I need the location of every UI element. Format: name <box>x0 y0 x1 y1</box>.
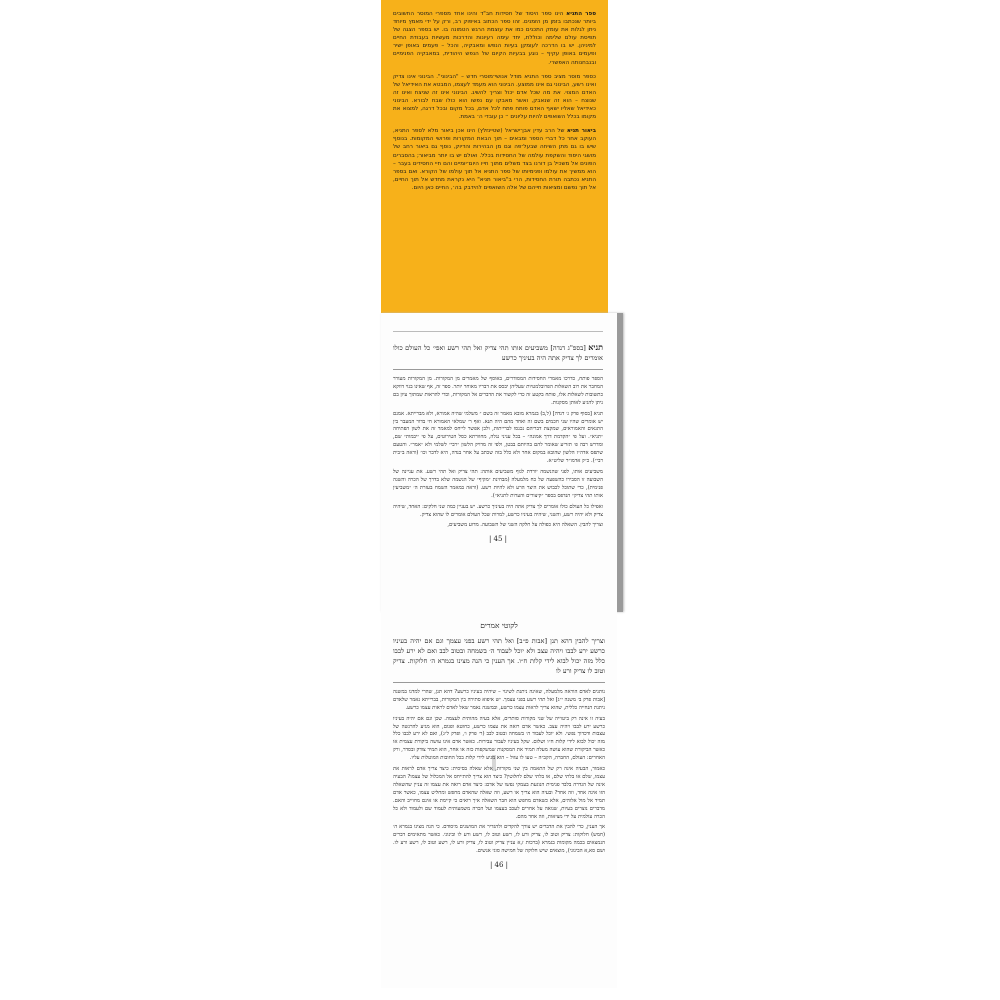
blurb-text: של הרב עדין אבן־ישראל (שטיינזלץ) הינו אכן ביאור מלא לספר התניא, העוקב אחר כל דברי הספר ומבאים – תוך הבאת המקורות ופרושי המקומות. בנוסף שיש בו גם מתן השיחה שבעל־פה וגם מן הבהירות והדיוק, נוסף גם ביאור רחב של מושגי היסוד והשקפת עולמה של החסידות בכלל. ואולם יש בו יותר מביאור; בהסברים הפונים אל משכיל בן דורנו בצד משלים מתוך חייו היום־יומיים והם חיי החסידים בעבר – הוא ממשיך את עולמו ופנימיותו של ספר התניא אל תוך עולמו של הקורא. ואם בספר התניא נכתבה תורת החסידות, הרי ב"ביאור תניא" היא נקראת מחדש אל תוך החיים, אל תוך נפשם ומציאות חייהם של אלה השואפים להידבק בה׳, החיים כאן היום. <box>393 128 596 191</box>
lead-title: תניא <box>588 342 603 352</box>
header-rule <box>393 331 603 332</box>
commentary-paragraph: הספר פותח, כדרכו מאמרי החסידות המסודרים, באוסף של מאמרים מן המקורות. מן המקורות מעורר המחבר את רוב השאלות הפרובלמטיות שעליהן יבסס את דבריו מאוחר יותר. ספר זה, אף שאינו בנוי דווקא כתשובות לשאלות אלו, פותח בקטע זה כדי לקשור את הדברים אל המקורות, וכדי להראות שמתוך עיון בם ניתן להגיע לאותן מסקנות. <box>393 376 603 406</box>
commentary-body <box>393 689 605 856</box>
commentary-paragraph: וצריך להבין. השאלה היא כפולה על חלקה השני של השבועה. מדוע משביעים, <box>447 522 603 529</box>
blurb-text: כספר מוסר מציב ספר התניא מודל אנושי־מוסרי חדש – "הבינוני". הבינוני אינו צדיק ואינו רשע, הבינוני גם אינו ממוצע. הבינוני הוא מעמד לעצמו, המבטא את האידיאל של האדם המצוי. את מה שכל אדם יכול וצריך להשיג. הבינוני אינו זה שניצח ואינו זה שנוצח – הוא זה שנאבק, ואשר מאבקו עם נפשו הוא כולו שבח לבורא. הבינוני כאידיאל שאליו ישאף האדם פותח פתח לכל אדם, בכל מקום ובכל דרגה, למצוא את מקומו בכלל השואפים להיות עליונים ״ כן עובדי ה׳ באמת. <box>393 73 596 121</box>
page-number: | 45 | <box>488 535 508 544</box>
lead-text: [בספ"ג דנדה] משביעים אותו תהי צדיק ואל תהי רשע ואפי׳ כל העולם כולו אומרים לך צדיק אתה היה בעיניך כרשע <box>393 344 603 362</box>
back-cover-blurb-panel <box>381 0 608 313</box>
page-number: | 46 | <box>489 861 509 870</box>
scan-mark <box>492 755 496 771</box>
blurb-paragraph <box>393 73 596 122</box>
commentary-paragraph: כאמור, הבעיה אינה רק של התאמה בין שני מקורות, אלא שאלה בסיסית: כיצד צריך אדם לראות את עצמו, שלם או בלתי שלם, או בלתי שלם לחלוטין? כיצד הוא צריך להתייחס אל המכלול של עצמו? הבעיה אינה של הגדרה בלבד פנימית הנוגעת בעמקי נפשו של אדם: כיצד אדם רואה את עצמו זה עניין שהשאלה הזו אינה אחד, וזה אחד? ובעיה הוא צריך או רשע, וזה שאלה שהאדם מחפש ומחליט עצמו, כאשר אדם תמיד אל מול אלוהים, אלא כשאדם מחפש הוא חבר השאלה איך רואים כי קיימת או אינם מחוייב והאם. מדברים נוצרים בעיות, שנואה על אחרים לעכב בעצמו ועל הכרה משמעותית לעמוד שם ולעמוד ולא כל הכרה עולמית על ידי מציאות, וזה אחד מהם. <box>393 766 605 820</box>
blurb-lead-term: ספר התניא <box>566 11 596 17</box>
commentary-paragraph: בעיה זו אינה רק ביטוייה של שני מקורות סותרים, אלא בעיה מהותית לעצמה. שכן וגם אם יהיה בעיניו כרשע ירע לבבו ויהיה עצב. כאשר אדם רואה את עצמו כרשע, כחוטא ופגום, הוא מגיע להרגשה של עצבות ודכדוך נפשי. ולא יוכל לעבוד ה׳ בשמחה ובטוב לבב (ר׳ פרק ו׳, ופרק ל״ג), ואם לא ירע לבבו כלל מזה יכול לבוא לידי קלות ח״ו ושלום. שקל בעיניו לעבור עבירות. כאשר אדם אינו עושה ביקורת עצמית או כאשר הביקורת שהוא עושה מעלה תמיד את המסקנות שמשקפות כזה או אחר, הוא תמיד צודק ובסדר, ורק האחרים: העולם, החברה, הקב״ה – טעו לו עוול – הוא מגיע לידי קלות בכל החובות המוטלות עליו. <box>393 715 605 762</box>
separator <box>393 682 605 683</box>
running-head: לקוטי אמרים <box>480 621 518 630</box>
commentary-paragraph: תניא [בסוף פרק ג׳ דנדה] (ל,ב) בגמרא מובא מאמר זה בשם ״ משלמי שהיה אמורא, ולא מברייתא. אמנם יש אומרים שהיו שני חכמים בשם זה ואחד מהם היה תנא. ואף ר׳ שמלאי האמורא חי בדור המעבר בין התנאים והאמוראים, שמקצת דבריהם נכנסו לברייתות, ולכן אפשר לייחס למאמר זה את לשון הפתיחה ״תניא״. ועל פי ״הקדמת דרך אמונה״ – בכל עניני נגלה, מחוורתא כסל הטירוטים, על פי ״יבמות״ שם, ומדרש רבה פ׳ תזריע שאומר להם בהיותם בבטן, ולפי זה מדויק הלשון ״רבי״ לשלמי ולא ״אמר״. והטעם שתפס אדה״ז הלשון שהובא במקום אחר ולא כלל בזה שכתב על אחר בנדה, היא לדבר וכו׳ (וראה ב״בית רבי״). כ״ק אדמו״ר שליט״א. <box>393 410 603 465</box>
book-page-46 <box>381 612 617 988</box>
source-text-lead <box>393 342 603 363</box>
book-page-45 <box>381 313 623 612</box>
source-text-lead <box>393 636 605 676</box>
commentary-paragraph: אך הענין, כדי להבין את הדברים יש צורך להקדים ולהגדיר את המושגים מיסודם. כי הנה מצינו בגמרא ה׳ (חמש) חלוקות: צדיק וטוב לו, צדיק ורע לו, רשע וטוב לו, רשע ורע לו ובינוני. כאשר מתאימים דברים הנמצאים בכמה מקומות בגמרא (ברכות ז,א עניין צדיק וטוב לו, צדיק ורע לו, רשע וטוב לו, רשע ורע לו. ושם סא,א הבינוני), מוצאים שיש חלוקה של חמישה סוגי אנשים. <box>393 824 605 855</box>
separator <box>393 369 603 370</box>
lead-text: וצריך להבין דהא תנן [אבות פ״ב] ואל תהי רשע בפני עצמך וגם אם יהיה בעיניו כרשע ירע לבבו ויהיה עצב ולא יוכל לעבוד ה׳ בשמחה ובטוב לבב ואם לא ירע לבבו כלל מזה יכול לבוא לידי קלות ח״ו. אך הענין כי הנה מצינו בגמרא ה׳ חלוקות. צדיק וטוב לו צדיק ורע לו <box>393 636 605 675</box>
commentary-paragraph: ואפילו כל העולם כולו אומרים לך צדיק אתה היה בעיניך כרשע. יש בעניין כמה שני חלקים: האחד, שיהיה צדיק ולא יהיה רשע, והשני, שיהיה בעיניו כרשע, למרות שכל העולם אומרים לו שהוא צדיק. <box>393 503 603 518</box>
blurb-lead-term: ביאור תניא <box>566 128 596 135</box>
blurb-paragraph <box>393 127 596 192</box>
blurb-text: הינו ספר היסוד של חסידות חב"ד והינו אחד מספרי המוסר החשובים ביותר שנכתבו בזמן מן הזמנים. זהו ספר הכתוב באיפוק רב, ורק על ידי מאמץ מיוחד ניתן לגלות את עומק התכנים כמו את עוצמת הרגש הטמונה בו. יש בספר הצגה של תפיסת עולם שלימה וכוללת, יחד עימה רעיונות והדרכות מעשיות בעבודת החיים למיניהן. יש בו הדרכה לעומקן בעיות הנפש ומאבקיה, והכל – פעמים באופן ישיר ופעמים באופן עקיף – נוגע בבעיות הקיום של הנפש היהודית, במאבקיה הפנימיים ובנבחנותה האפשרי. <box>393 11 596 66</box>
blurb-paragraph <box>393 10 596 67</box>
commentary-paragraph: נותנים לאדם הוראה מלמעלה, שאינה ניתנת לשינוי – שיהיה בעיניו כרשע? דהא תנן, שהרי למדנו במשנה [אבות פרק ב׳ משנה י״ג] ואל תהי רשע בפני עצמך. יש איפוא סתירה בין המקורות, בברייתא נאמר שלאדם ניתנת הנחייה כללית, שהוא צריך לראות עצמו כרשע, ובמשנה נאמר שאל לאדם לראות עצמו כרשע. <box>393 688 605 711</box>
commentary-body <box>393 376 603 530</box>
commentary-paragraph: משביעים אותו, לפני שהנשמה יורדת לגוף משביעים אותה: תהי צדיק ואל תהי רשע. את עניינה של השבועה זו הסבירו כהשפעה של כח מלמעלה (מבחינת ״מקיף״ של הנשמה שלא בדרך של הכרה והשגה פנימית), כדי שתוכל לכבוש את היצר הרע ולא להיות רשע. (וראה במאמר השמח בעזרת ה׳ ״משביעין אותו תהי צדיק״ הנדפס בספר ״קיצורים והערות לתניא״). <box>393 468 603 499</box>
